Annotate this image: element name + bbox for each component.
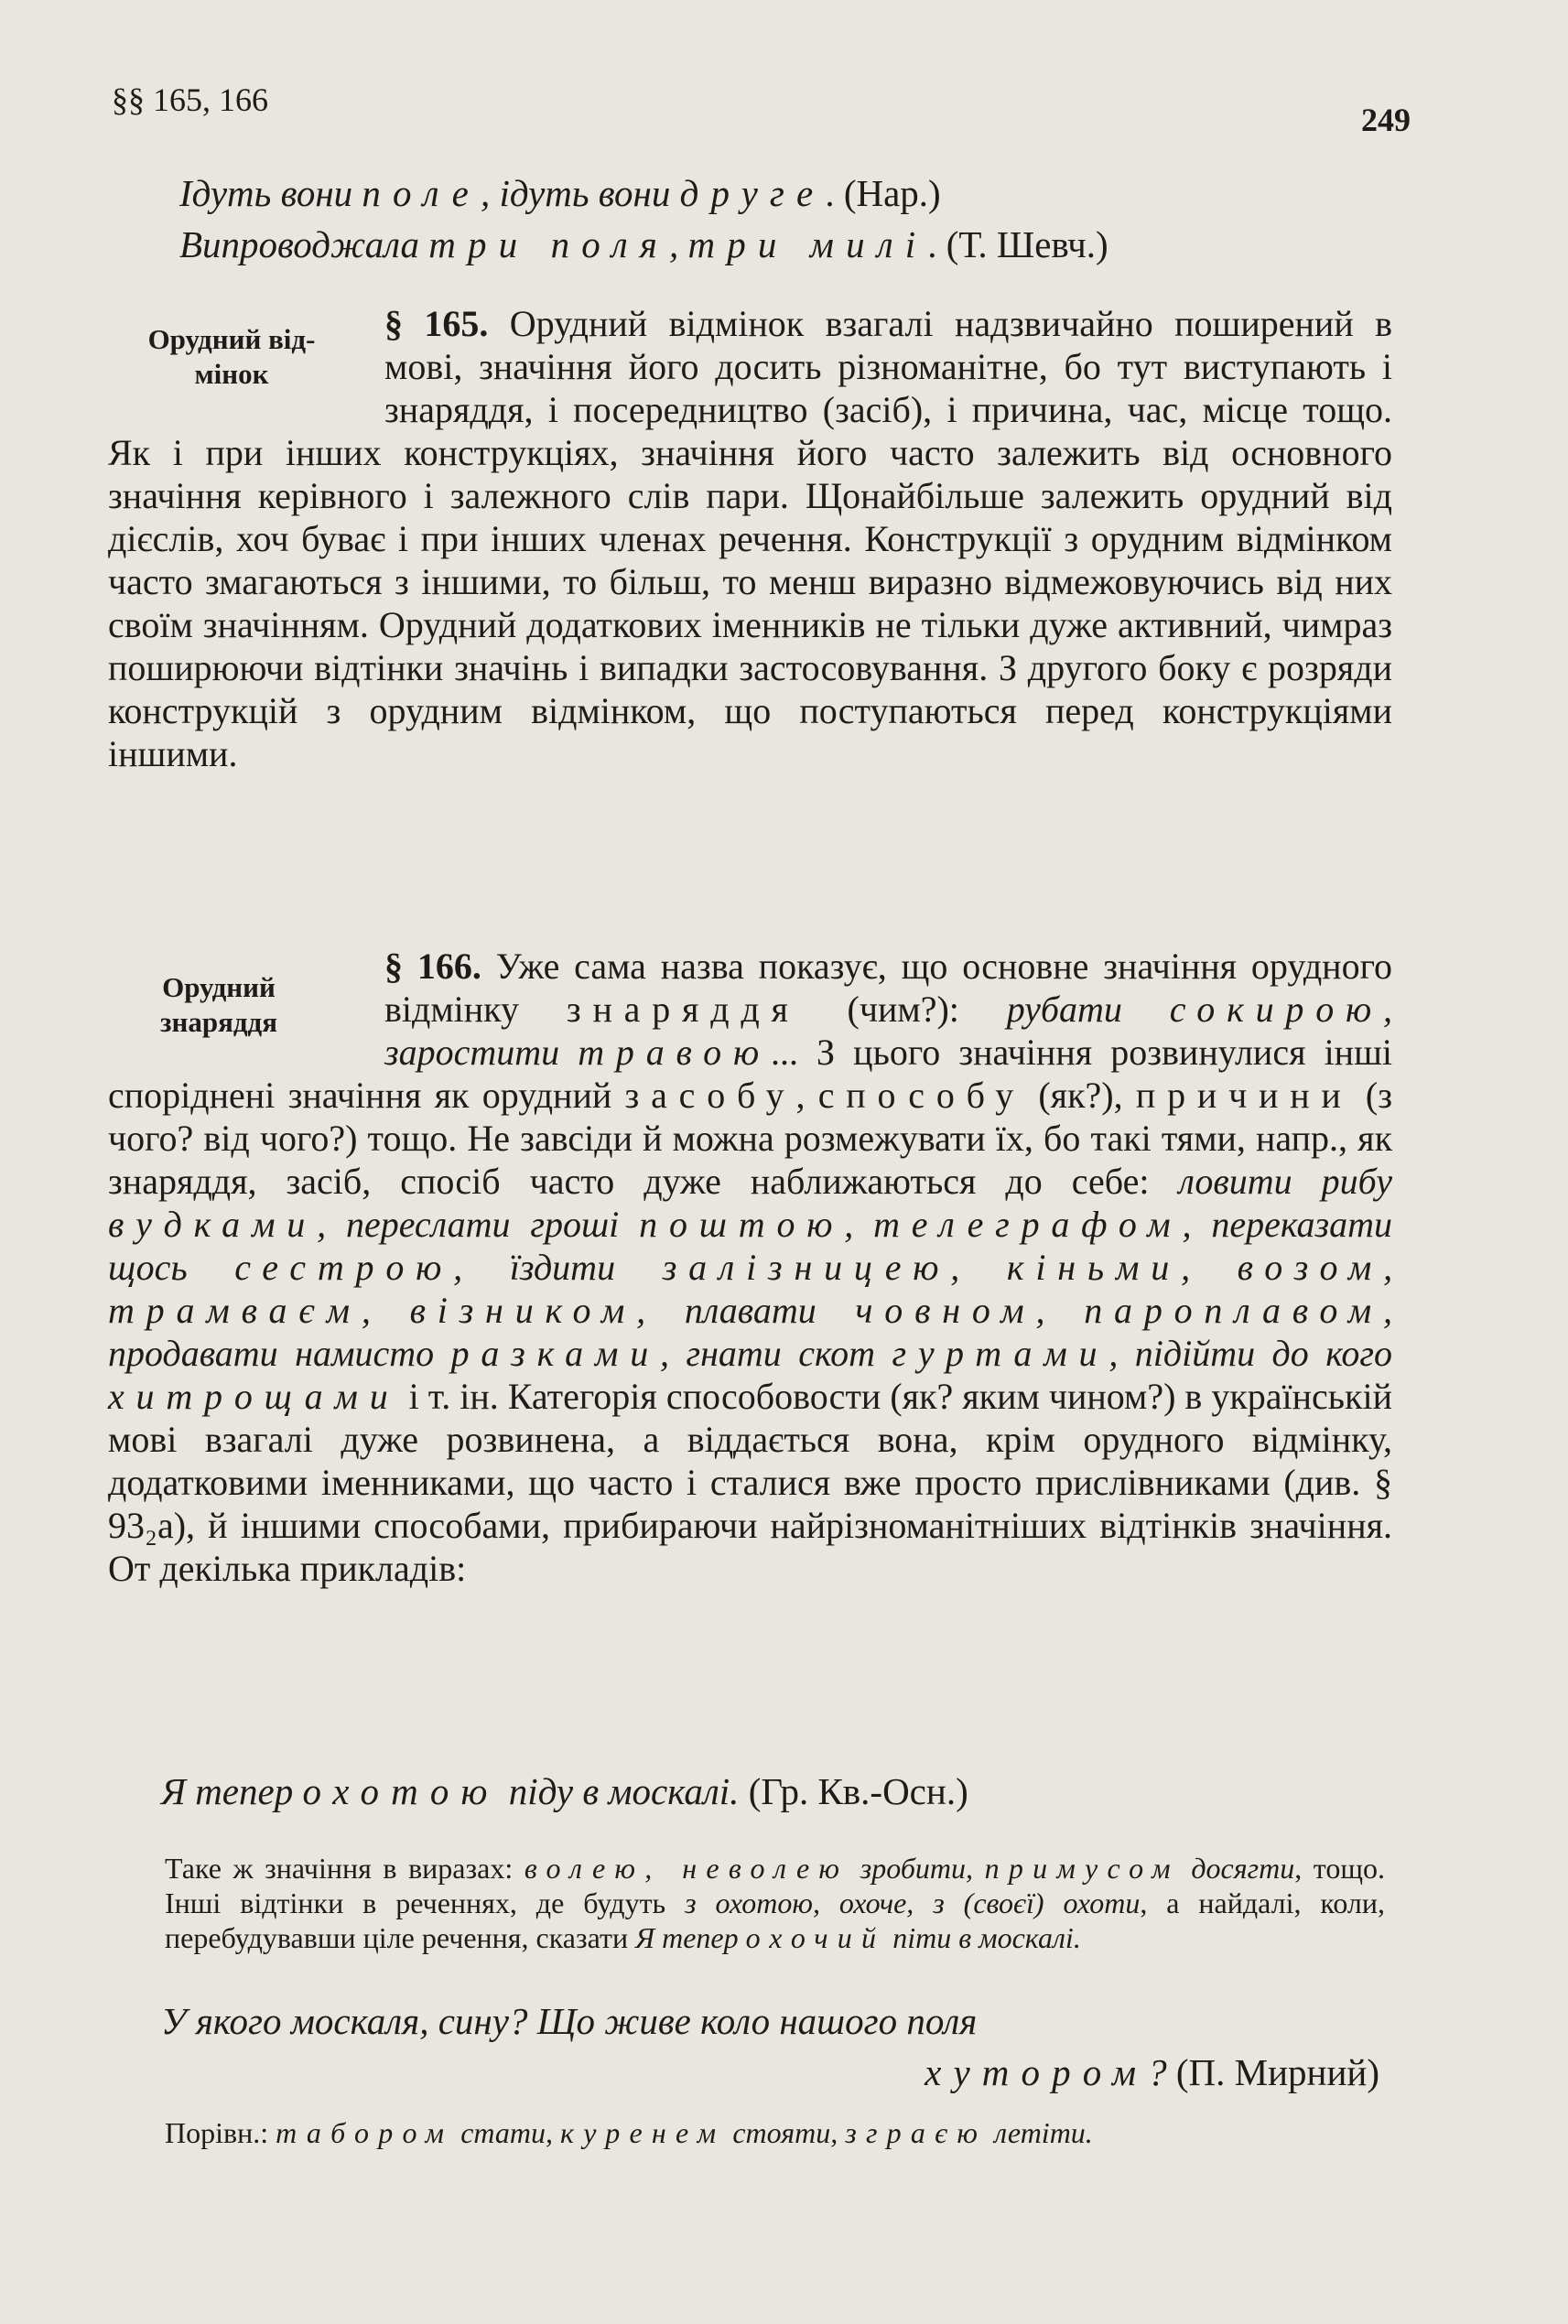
page-number: 249: [1361, 102, 1411, 138]
note-1: Таке ж значіння в виразах: волею, неволею зробити, примусом досягти, тощо. Інші відтінки в реченнях, де будуть з охотою, охоче, з (своєї) охоти, а найдалі, коли, перебудувавши ціле речення, сказати Я тепер охочий піти в москалі.: [165, 1852, 1386, 1954]
spaced-word: поле: [362, 172, 481, 214]
quote-line-1: Ідуть вони поле, ідуть вони друге. (Нар.): [179, 172, 941, 214]
paragraph-165: § 165. Орудний відмінок взагалі надзвичайно поширений в мові, значіння його досить різноманітне, бо тут виступають і знаряддя, і посередництво (засіб), і причина, час, місце тощо. Як і при інших конструкціях, значіння його часто залежить від основного значіння керівного і залежного слів пари. Щонайбільше залежить орудний від дієслів, хоч буває і при інших членах речення. Конструкції з орудним відмінком часто змагаються з іншими, то більш, то менш виразно відмежовуючись від них своїм значінням. Орудний додаткових іменників не тільки дуже активний, чимраз поширюючи відтінки значінь і випадки застосовування. З другого боку є розряди конструкцій з орудним відмінком, що поступаються перед конструкціями іншими.: [108, 303, 1392, 774]
sidenote-166: Орудний знаряддя: [160, 971, 277, 1038]
spaced-word: три милі: [687, 223, 928, 265]
section-mark: § 166.: [384, 946, 481, 987]
quote-line-2: Випроводжала три поля, три милі. (Т. Шевч.): [179, 223, 1108, 265]
section-mark: § 165.: [384, 303, 489, 344]
paragraph-166: § 166. Уже сама назва показує, що основне значіння орудного відмінку знаряддя (чим?): рубати сокирою, заростити травою... З цього значіння розвинулися інші споріднені значіння як орудний засобу, способу (як?), причини (з чого? від чого?) тощо. Не завсіди й можна розмежувати їх, бо такі тями, напр., як знаряддя, засіб, спосіб часто дуже наближаються до себе: ловити рибу вудками, переслати гроші поштою, телеграфом, переказати щось сестрою, їздити залізницею, кіньми, возом, трамваєм, візником, плавати човном, пароплавом, продавати намисто разками, гнати скот гуртами, підійти до кого хитрощами і т. ін. Категорія способовости (як? яким чином?) в українській мові взагалі дуже розвинена, а віддається вона, крім орудного відмінку, додатковими іменниками, що часто і сталися вже просто прислівниками (див. § 93₂а), й іншими способами, прибираючи найрізноманітніших відтінків значіння. От декілька прикладів:: [108, 946, 1393, 1589]
spaced-word: друге: [679, 172, 826, 214]
example-1: Я тепер охотою піду в москалі. (Гр. Кв.-Осн.): [161, 1770, 968, 1812]
example-2-line-1: У якого москаля, сину? Що живе коло нашого поля: [161, 2000, 978, 2042]
sidenote-165: Орудний від- мінок: [147, 323, 316, 390]
note-2: Порівн.: табором стати, куренем стояти, зграєю летіти.: [165, 2116, 1093, 2149]
example-2-line-2: хутором? (П. Мирний): [925, 2051, 1379, 2093]
spaced-word: три поля: [428, 223, 669, 265]
page-header: [0, 81, 1568, 138]
running-head: §§ 165, 166: [112, 81, 268, 118]
